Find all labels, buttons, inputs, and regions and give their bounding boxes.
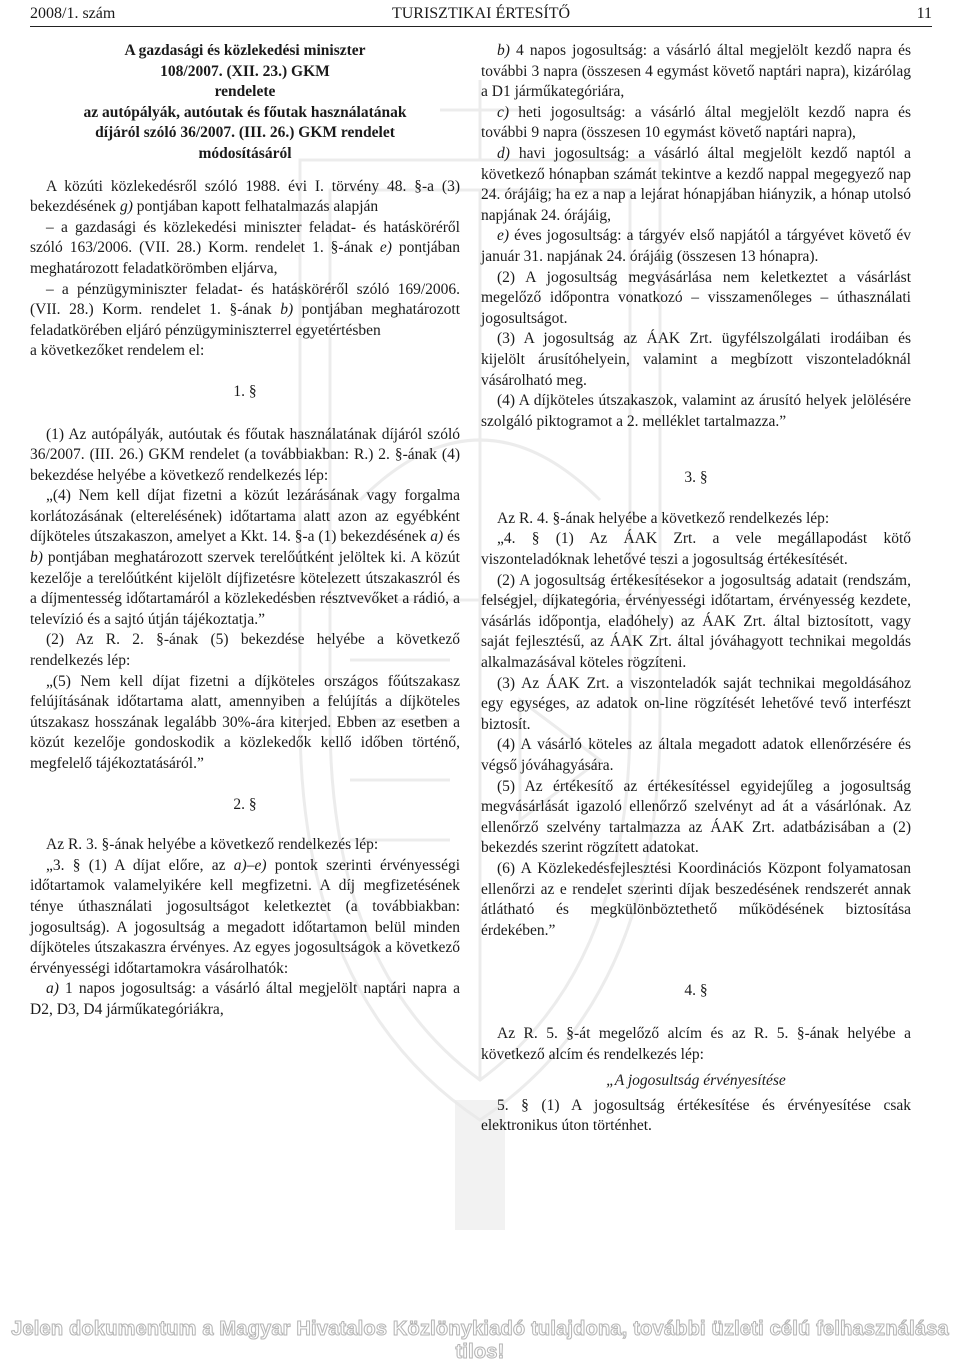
paragraph: (2) Az R. 2. §-ának (5) bekezdése helyébe a következő rendelkezés lép: [30, 631, 460, 670]
paragraph: (3) Az ÁAK Zrt. a viszonteladók saját technikai megoldásához egy egységes, az adatok on-line rögzítését lehetővé tevő interfészt biztosít. [481, 674, 911, 733]
title-line: módosításáról [198, 144, 292, 162]
decree-title [30, 41, 460, 165]
journal-title: TURISZTIKAI ÉRTESÍTŐ [391, 5, 571, 22]
section-heading: 4. § [684, 982, 708, 1000]
list-item: e) éves jogosultság: a tárgyév első napjától a tárgyévet követő év január 31. napjának 24. órájáig (összesen 13 hónapra). [481, 227, 911, 265]
title-line: rendelete [214, 83, 276, 101]
paragraph: Az R. 3. §-ának helyébe a következő rendelkezés lép: [46, 836, 379, 854]
title-line: az autópályák, autóutak és főutak használatának [83, 103, 407, 121]
list-item: a) 1 napos jogosultság: a vásárló által megjelölt naptári napra a D2, D3, D4 járműkategóriákra, [30, 980, 460, 1018]
section-heading: 2. § [233, 795, 257, 813]
paragraph: Az R. 5. §-át megelőző alcím és az R. 5. §-ának helyébe a következő alcím és rendelkezés lép: [481, 1024, 911, 1063]
paragraph: (2) A jogosultság értékesítésekor a jogosultság adatait (rendszám, felségjel, díjkategória, érvényességi időtartam, érvényesség kezdete, vásárlás időpontja, eladóhely) az ÁAK Zrt. által biztosított, vagy saját fejlesztésű, az ÁAK Zrt. által jóváhagyott technikai megoldás alkalmazásával köteles rögzíteni. [481, 571, 911, 672]
paragraph: (6) A Közlekedésfejlesztési Koordinációs Központ folyamatosan ellenőrzi az e rendelet szerinti díjak beszedésének rendszerét annak átlátható és megkülönböztethető működésének biztosítása érdekében.” [481, 859, 911, 939]
paragraph: (4) A díjköteles útszakaszok, valamint az árusító helyek jelölésére szolgáló piktogramot a 2. melléklet tartalmazza.” [481, 392, 911, 430]
list-item: d) havi jogosultság: a vásárló által megjelölt kezdő naptól a következő hónapban számát tekintve a kezdő nappal megegyező nap 24. órájáig; ha ez a nap a lejárat hónapjában hiányzik, a hónap utolsó napjának 24. órájáig, [481, 144, 911, 224]
list-item: c) heti jogosultság: a vásárló által megjelölt kezdő napra és további 9 napra (összesen 10 egymást követő naptári napra), [481, 103, 911, 142]
left-column [30, 41, 460, 1021]
quoted-provision: „(5) Nem kell díjat fizetni a díjköteles országos főútszakasz felújításának időtartama alatt, amennyiben a felújítás a díjköteles útszakasz hosszának legalább 30%-ára kiterjed. Ebben az esetben a közút kezelője gondoskodik a közlekedők kellő időben történő, megfelelő tájékoztatásáról.” [30, 672, 460, 772]
title-line: díjáról szóló 36/2007. (III. 26.) GKM rendelet [95, 124, 395, 142]
paragraph: Az R. 4. §-ának helyébe a következő rendelkezés lép: [497, 509, 830, 527]
paragraph: (5) Az értékesítő az értékesítéssel egyidejűleg a jogosultság megvásárlását igazoló ellenőrző szelvényt ad át a vásárlónak. Az ellenőrző szelvény tartalmazza az ÁAK Zrt. adatbázisában a (2) bekezdés szerint rögzített adatokat. [481, 777, 911, 857]
quoted-provision: „4. § (1) Az ÁAK Zrt. a vele megállapodást kötő viszonteladóknak lehetővé teszi a jogosultság értékesítését. [481, 530, 911, 569]
section-heading: 3. § [684, 469, 708, 487]
paragraph: (4) A vásárló köteles az általa megadott adatok ellenőrzésére és végső jóváhagyására. [481, 736, 911, 774]
preamble-closing: a következőket rendelem el: [30, 342, 205, 360]
right-column [481, 41, 911, 1137]
list-item: b) 4 napos jogosultság: a vásárló által megjelölt kezdő napra és további 3 napra (összesen 4 egymást követő naptári napra), kizárólag a D1 járműkategóriára, [481, 42, 912, 101]
page-number: 11 [916, 5, 932, 22]
paragraph: 5. § (1) A jogosultság értékesítése és érvényesítése csak elektronikus úton történhet. [481, 1096, 911, 1135]
subtitle: „A jogosultság érvényesítése [606, 1072, 786, 1090]
page-header [30, 4, 932, 27]
ownership-notice: Jelen dokumentum a Magyar Hivatalos Közlönykiadó tulajdona, további üzleti célú felhasználása tilos! [11, 1318, 949, 1363]
paragraph: (1) Az autópályák, autóutak és főutak használatának díjáról szóló 36/2007. (III. 26.) GKM rendelet (a továbbiakban: R.) 2. §-ának (4) bekezdése helyébe a következő rendelkezés lép: [30, 425, 460, 484]
preamble-clause: – a gazdasági és közlekedési miniszter feladat- és hatásköréről szóló 163/2006. (VII. 28.) Korm. rendelet 1. §-ának e) pontjában meghatározott feladatkörömben eljárva, [30, 218, 460, 277]
quoted-provision: „(4) Nem kell díjat fizetni a közút lezárásának vagy forgalma korlátozásának (elterelésének) időtartama alatt azon az egyébként díjköteles útszakaszon, amelyet a Kkt. 14. §-a (1) bekezdésének a) és b) pontjában meghatározott szervek terelőútként jelöltek ki. A közút kezelője a terelőútként kijelölt díjfizetésre kötelezett útszakaszról és a díjmentesség időtartamáról a közlekedésben résztvevőket a rádió, a televízió és a sajtó útján tájékoztatja.” [30, 487, 460, 628]
preamble-clause: – a pénzügyminiszter feladat- és hatásköréről szóló 169/2006. (VII. 28.) Korm. rendelet 1. §-ának b) pontjában meghatározott feladatkörében eljáró pénzügyminiszterrel egyetértésben [30, 280, 461, 339]
paragraph: (3) A jogosultság az ÁAK Zrt. ügyfélszolgálati irodáiban és kijelölt árusítóhelyein, valamint a megbízott viszonteladóknál vásárolható meg. [481, 330, 911, 389]
title-line: 108/2007. (XII. 23.) GKM [160, 62, 330, 80]
section-heading: 1. § [233, 382, 257, 400]
issue-number: 2008/1. szám [30, 5, 116, 22]
paragraph: (2) A jogosultság megvásárlása nem keletkeztet a vásárlást megelőző időpontra vonatkozó – visszamenőleges – úthasználati jogosultságot. [481, 268, 911, 327]
quoted-provision: „3. § (1) A díjat előre, az a)–e) pontok szerinti érvényességi időtartamok valamelyikére kell megfizetni. A díj megfizetésének ténye úthasználati jogosultságot keletkeztet (a továbbiakban: jogosultság). A jogosultság a megadott időtartamon belül minden díjköteles útszakaszra érvényes. Az egyes jogosultságok a következő érvényességi időtartamokra vásárolhatók: [30, 856, 461, 977]
preamble: A közúti közlekedésről szóló 1988. évi I. törvény 48. §-a (3) bekezdésének g) pontjában kapott felhatalmazás alapján [30, 177, 460, 216]
title-line: A gazdasági és közlekedési miniszter [124, 42, 366, 59]
